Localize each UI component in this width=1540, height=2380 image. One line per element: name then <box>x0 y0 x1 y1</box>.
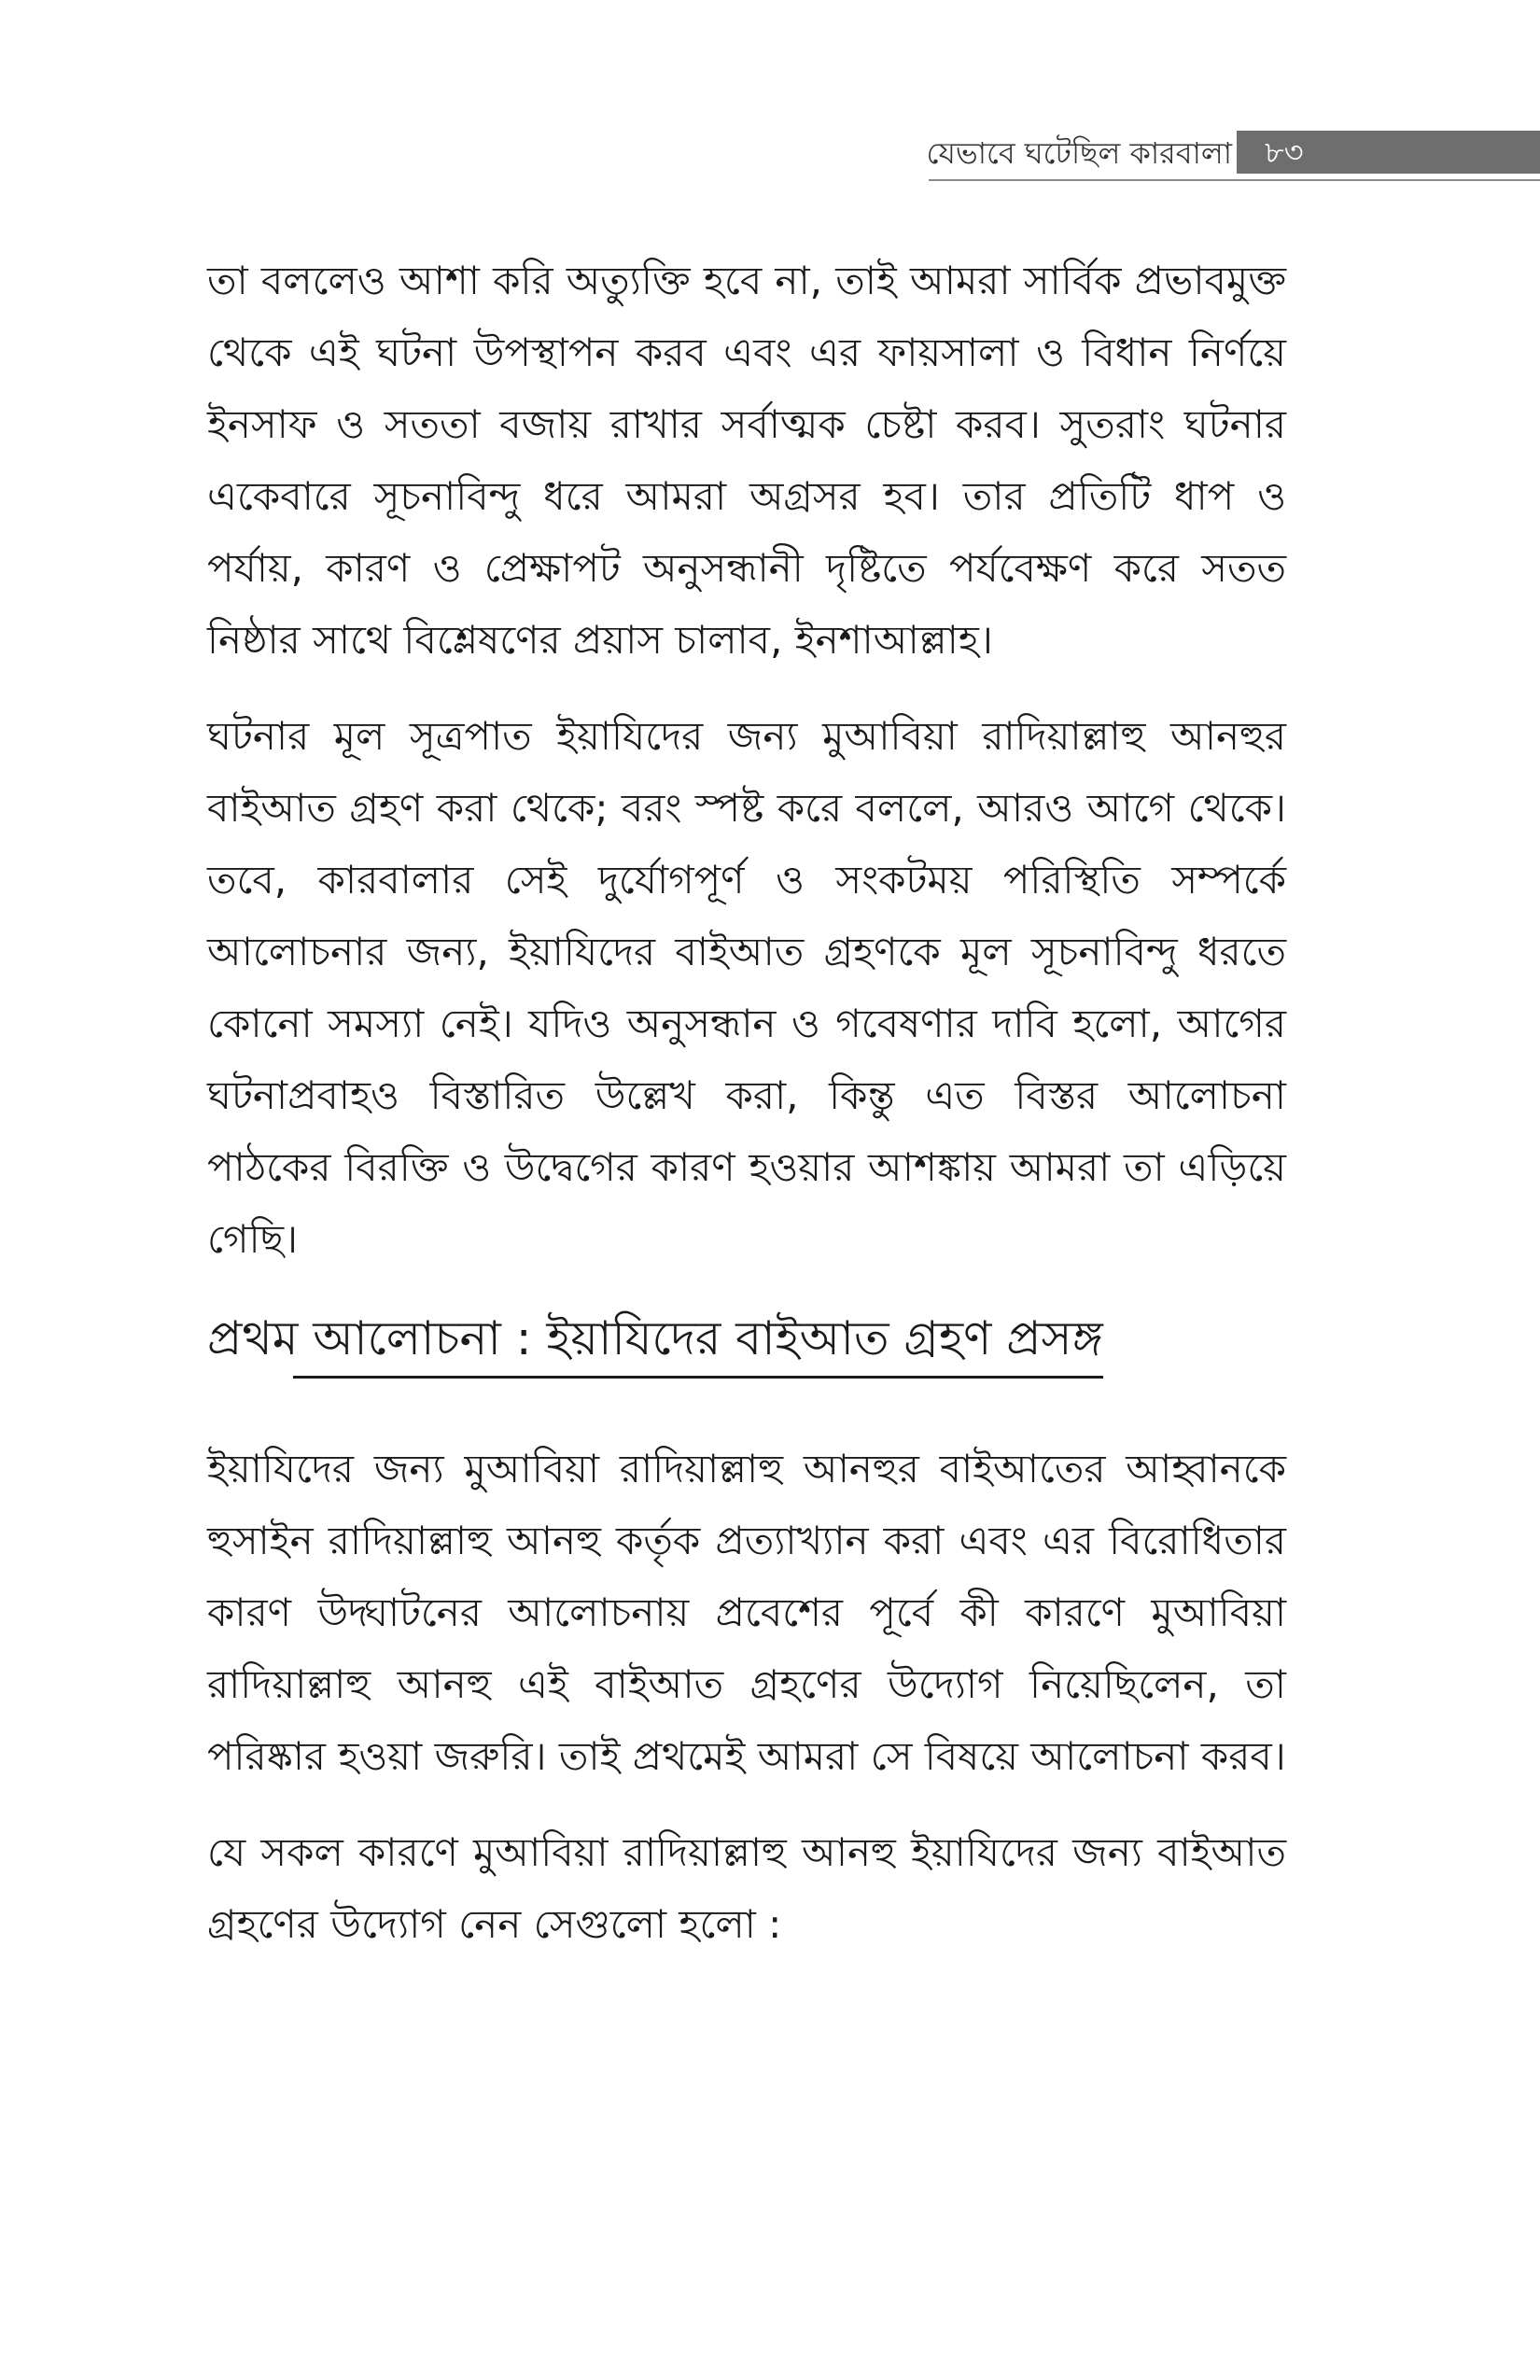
header-rule <box>929 179 1540 181</box>
page-number-tab <box>1237 131 1540 174</box>
body-paragraph: ঘটনার মূল সূত্রপাত ইয়াযিদের জন্য মুআবিয়া রাদিয়াল্লাহু আনহুর বাইআত গ্রহণ করা থেকে; বরং স্পষ্ট করে বললে, আরও আগে থেকে। তবে, কারবালার সেই দুর্যোগপূর্ণ ও সংকটময় পরিস্থিতি সম্পর্কে আলোচনার জন্য, ইয়াযিদের বাইআত গ্রহণকে মূল সূচনাবিন্দু ধরতে কোনো সমস্যা নেই। যদিও অনুসন্ধান ও গবেষণার দাবি হলো, আগের ঘটনাপ্রবাহও বিস্তারিত উল্লেখ করা, কিন্তু এত বিস্তর আলোচনা পাঠকের বিরক্তি ও উদ্বেগের কারণ হওয়ার আশঙ্কায় আমরা তা এড়িয়ে গেছি। <box>207 713 1286 1262</box>
section-heading-block <box>207 1303 1286 1379</box>
running-header <box>926 131 1540 183</box>
running-header-title: যেভাবে ঘটেছিল কারবালা <box>926 135 1232 171</box>
body-paragraph: তা বললেও আশা করি অত্যুক্তি হবে না, তাই আমরা সার্বিক প্রভাবমুক্ত থেকে এই ঘটনা উপস্থাপন করব এবং এর ফায়সালা ও বিধান নির্ণয়ে ইনসাফ ও সততা বজায় রাখার সর্বাত্মক চেষ্টা করব। সুতরাং ঘটনার একেবারে সূচনাবিন্দু ধরে আমরা অগ্রসর হব। তার প্রতিটি ধাপ ও পর্যায়, কারণ ও প্রেক্ষাপট অনুসন্ধানী দৃষ্টিতে পর্যবেক্ষণ করে সতত নিষ্ঠার সাথে বিশ্লেষণের প্রয়াস চালাব, ইনশাআল্লাহ। <box>207 258 1286 663</box>
body-paragraph: ইয়াযিদের জন্য মুআবিয়া রাদিয়াল্লাহু আনহুর বাইআতের আহ্বানকে হুসাইন রাদিয়াল্লাহু আনহু কর্তৃক প্রত্যাখ্যান করা এবং এর বিরোধিতার কারণ উদ্ঘাটনের আলোচনায় প্রবেশের পূর্বে কী কারণে মুআবিয়া রাদিয়াল্লাহু আনহু এই বাইআত গ্রহণের উদ্যোগ নিয়েছিলেন, তা পরিষ্কার হওয়া জরুরি। তাই প্রথমেই আমরা সে বিষয়ে আলোচনা করব। <box>207 1446 1286 1779</box>
page-number: ৮৩ <box>1265 134 1304 170</box>
page-body <box>207 245 1286 1984</box>
body-paragraph: যে সকল কারণে মুআবিয়া রাদিয়াল্লাহু আনহু ইয়াযিদের জন্য বাইআত গ্রহণের উদ্যোগ নেন সেগুলো হলো : <box>207 1829 1286 1947</box>
section-heading: প্রথম আলোচনা : ইয়াযিদের বাইআত গ্রহণ প্রসঙ্গ <box>207 1311 1103 1365</box>
section-heading-underline <box>293 1376 1103 1379</box>
